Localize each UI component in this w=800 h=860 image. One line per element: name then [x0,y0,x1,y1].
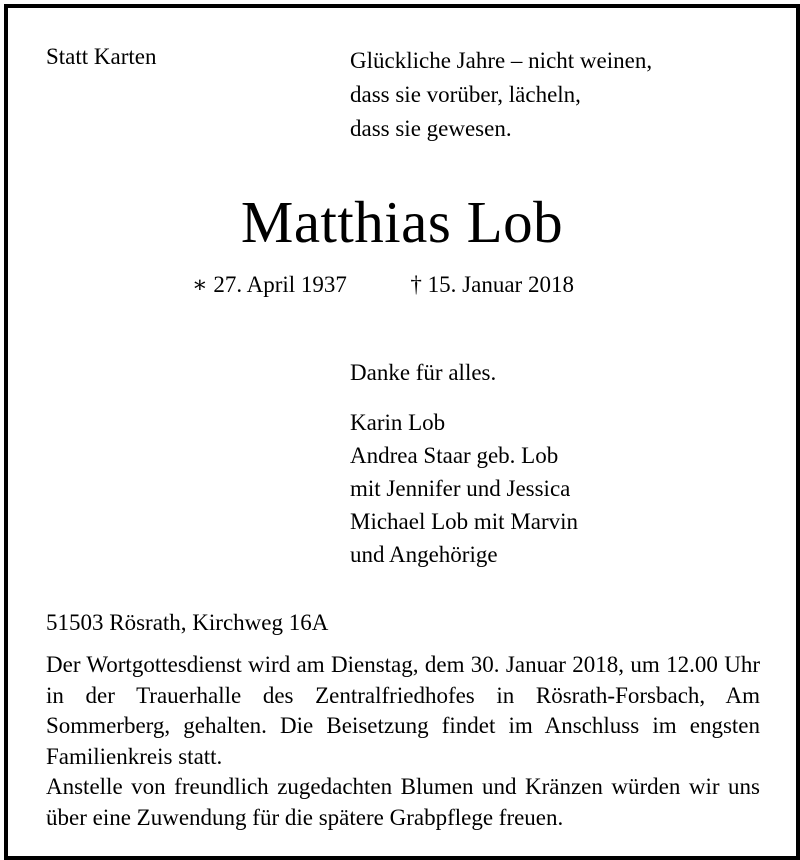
pre-title: Statt Karten [46,44,157,69]
signer: Karin Lob [350,410,446,435]
service-paragraph: Der Wortgottesdienst wird am Dienstag, dem 30. Januar 2018, um 12.00 Uhr in der Trauerhalle des Zentralfriedhofes in Rösrath-Forsbach, Am Sommerberg, gehalten. Die Beisetzung findet im Anschluss im engsten Familienkreis statt. [46,652,760,769]
signer: und Angehörige [350,542,498,567]
quote [350,44,652,146]
birth-date: 27. April 1937 [213,272,347,297]
signers-list [350,406,578,571]
thanks-line: Danke für alles. [350,360,497,385]
service-details [46,650,760,833]
quote-line: Glückliche Jahre – nicht weinen, [350,48,653,73]
deceased-name: Matthias Lob [240,189,564,255]
address: 51503 Rösrath, Kirchweg 16A [46,610,329,635]
quote-line: dass sie vorüber, lächeln, [350,82,581,107]
quote-line: dass sie gewesen. [350,116,512,141]
life-dates [192,272,574,298]
death-notice [4,4,800,860]
signer: mit Jennifer und Jessica [350,476,571,501]
death-symbol-icon: † [410,272,422,297]
signer: Michael Lob mit Marvin [350,509,579,534]
birth-symbol-icon: ∗ [192,272,208,297]
death-date: 15. Januar 2018 [427,272,574,297]
signer: Andrea Staar geb. Lob [350,443,559,468]
donation-paragraph: Anstelle von freundlich zugedachten Blumen und Kränzen würden wir uns über eine Zuwendung für die spätere Grabpflege freuen. [46,774,760,830]
